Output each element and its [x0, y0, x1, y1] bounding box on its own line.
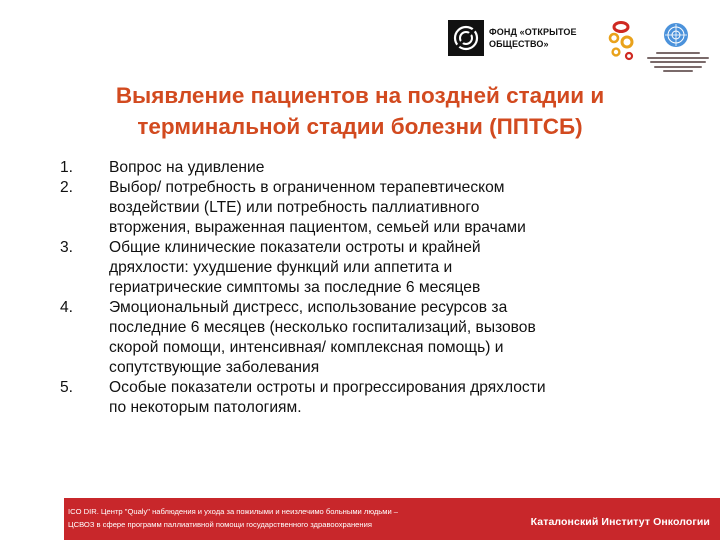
open-society-logo: [448, 18, 606, 58]
list-item-line: гериатрические симптомы за последние 6 месяцев: [109, 279, 481, 296]
list-item-number: 1.: [60, 159, 74, 176]
list-item-text: [109, 158, 690, 178]
list-item-line: воздействии (LTE) или потребность паллиативного: [109, 199, 480, 216]
list-item-text: [109, 378, 690, 418]
footer-notch: [60, 498, 64, 540]
slide-title-line: Выявление пациентов на поздней стадии и: [115, 83, 605, 108]
open-society-name-line: ФОНД «ОТКРЫТОЕ: [489, 27, 577, 37]
list-item-line: сопутствующие заболевания: [109, 359, 320, 376]
list-item: [60, 378, 690, 418]
list-item-text: [109, 298, 690, 378]
list-item-number: 2.: [60, 179, 74, 196]
list-item-text: [109, 238, 690, 298]
footer-description-line: ICO DIR. Центр "Qualy" наблюдения и ухода за пожилыми и неизлечимо больными людьми –: [68, 507, 399, 516]
footer-bar: [60, 498, 720, 540]
list-item-line: дряхлости: ухудшение функций или аппетита и: [109, 259, 453, 276]
list-item-number: 3.: [60, 239, 74, 256]
open-society-mark-icon: [448, 20, 484, 56]
footer-description-line: ЦСВОЗ в сфере программ паллиативной помощи государственного здравоохранения: [68, 520, 372, 529]
list-item-text: [109, 178, 690, 238]
list-item-line: Выбор/ потребность в ограниченном терапевтическом: [109, 179, 505, 196]
list-item-line: Общие клинические показатели остроты и крайней: [109, 239, 481, 256]
list-item-line: Эмоциональный дистресс, использование ресурсов за: [109, 299, 508, 316]
list-item-line: по некоторым патологиям.: [109, 399, 302, 416]
list-item: [60, 298, 690, 378]
list-item-line: Особые показатели остроты и прогрессирования дряхлости: [109, 379, 546, 396]
list-item: [60, 238, 690, 298]
list-item-number: 5.: [60, 379, 74, 396]
footer-description: [68, 505, 508, 531]
list-item: [60, 178, 690, 238]
open-society-name-line: ОБЩЕСТВО»: [489, 39, 549, 49]
slide-title: [20, 80, 700, 142]
list-item-line: скорой помощи, интенсивная/ комплексная помощь) и: [109, 339, 504, 356]
footer-institute-name: Каталонский Институт Онкологии: [530, 516, 710, 528]
list-item-number: 4.: [60, 299, 74, 316]
slide-title-line: терминальной стадии болезни (ППТСБ): [137, 114, 583, 139]
list-item: [60, 158, 690, 178]
list-item-line: вторжения, выраженная пациентом, семьей или врачами: [109, 219, 526, 236]
indicator-list: [60, 158, 690, 418]
list-item-line: последние 6 месяцев (несколько госпитализаций, вызовов: [109, 319, 536, 336]
open-society-name: [489, 26, 577, 50]
list-item-line: Вопрос на удивление: [109, 159, 265, 176]
un-caption-lines: [646, 52, 710, 75]
dots-logo-icon: [607, 20, 637, 62]
